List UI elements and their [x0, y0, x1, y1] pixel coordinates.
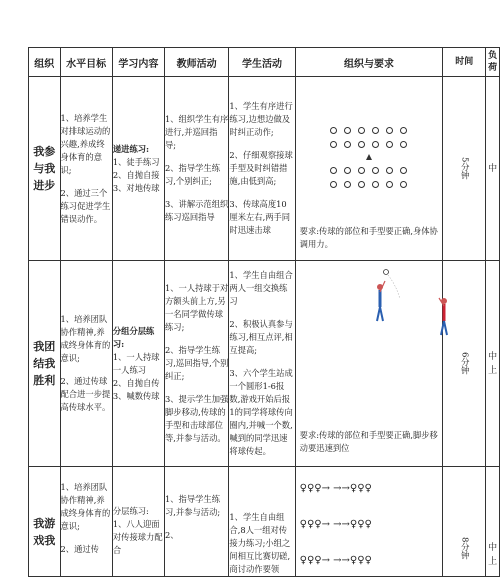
lesson-plan-table: [28, 47, 500, 577]
student-circle-icon: [344, 141, 351, 148]
student-circle-icon: [386, 127, 393, 134]
load-value: 中: [488, 163, 498, 174]
teacher-text: 2、指导学生练习,个别纠正;: [164, 163, 221, 186]
teacher-cell: [164, 467, 228, 577]
org-cell: [29, 77, 61, 261]
goal-cell: [60, 467, 112, 577]
goal-text: 2、通过传: [60, 544, 99, 554]
org-cell: [29, 467, 61, 577]
header-row: [29, 48, 500, 77]
teacher-cell: [164, 77, 228, 261]
content-item: 2、自抛自传: [112, 377, 160, 388]
relay-formation-line: ♀♀♀→ →→♀♀♀: [299, 555, 372, 566]
load-value: 中上: [488, 351, 498, 376]
time-value: 5分钟: [459, 157, 470, 180]
goal-text: 2、通过三个练习促进学生错误动作。: [60, 187, 111, 224]
goal-text: 1、培养学生对排球运动的兴趣,养成终身体育的意识;: [60, 112, 111, 175]
student-circle-icon: [330, 167, 337, 174]
activity-name: 我团结我胜利: [33, 340, 56, 387]
activity-name: 我游戏我: [33, 517, 56, 547]
header-content: 学习内容: [112, 48, 164, 77]
student-circle-icon: [358, 181, 365, 188]
time-value: 6分钟: [459, 352, 470, 375]
two-player-pass-illustration: [296, 265, 454, 345]
goal-cell: [60, 261, 112, 467]
student-text: 1、学生自由组合两人一组交换练习: [229, 270, 293, 306]
teacher-text: 2、指导学生练习,巡回指导,个别纠正;: [164, 345, 229, 381]
load-cell: [486, 261, 500, 467]
goal-text: 2、通过传球配合进一步提高传球水平。: [60, 376, 111, 412]
requirement-text: 要求:传球的部位和手型要正确,身体协调用力。: [299, 226, 438, 249]
header-requirement: 组织与要求: [295, 48, 443, 77]
relay-formation-line: ♀♀♀→ →→♀♀♀: [299, 483, 372, 494]
student-cell: [229, 467, 295, 577]
student-circle-icon: [372, 181, 379, 188]
student-text: 3、传球高度10厘米左右,两手同时迅速击球: [229, 199, 291, 235]
content-item: 1、徒手练习: [112, 156, 160, 167]
content-cell: [112, 77, 164, 261]
header-load: 负荷: [486, 48, 500, 77]
time-cell: [443, 77, 486, 261]
student-circle-icon: [400, 181, 407, 188]
teacher-text: 3、讲解示范组织练习巡回指导: [164, 199, 229, 222]
student-circle-icon: [358, 141, 365, 148]
formation-cell: [295, 467, 443, 577]
student-text: 2、仔细观察接球手型及时纠错措施,由低到高;: [229, 150, 293, 186]
content-item: 3、喊数传球: [112, 390, 160, 401]
teacher-text: 2、: [164, 530, 179, 540]
table-row: [29, 77, 500, 261]
table-row: [29, 467, 500, 577]
student-circle-icon: [372, 141, 379, 148]
player-right-icon: [439, 298, 447, 335]
student-text: 3、六个学生站成一个圆形1-6报数,游戏开始后报1的同学将球传向圈内,并喊一个数,喊到的同学迅速将球传起。: [229, 368, 293, 456]
formation-cell: [295, 77, 443, 261]
content-cell: [112, 467, 164, 577]
time-value: 8分钟: [459, 537, 470, 560]
header-org: 组织: [29, 48, 61, 77]
student-circle-icon: [330, 141, 337, 148]
requirement-text: 要求:传球的部位和手型要正确,脚步移动要迅速到位: [299, 430, 438, 453]
student-cell: [229, 77, 295, 261]
relay-formation-line: ♀♀♀→ →→♀♀♀: [299, 519, 372, 530]
goal-text: 1、培养团队协作精神,养成终身体育的意识;: [60, 482, 111, 531]
teacher-text: 1、组织学生有序进行,并巡回指导;: [164, 114, 229, 150]
load-cell: [486, 77, 500, 261]
student-circle-icon: [386, 181, 393, 188]
circle-formation: [296, 123, 443, 191]
content-title: 分组分层练习:: [112, 325, 155, 349]
teacher-text: 3、提示学生加强脚步移动,传球的手型和击球部位等,并参与活动。: [164, 394, 229, 443]
formation-cell: [295, 261, 443, 467]
content-item: 1、八人迎面对传接球力配合: [112, 519, 163, 555]
student-circle-icon: [330, 181, 337, 188]
player-left-icon: [377, 281, 385, 321]
content-item: 1、一人持球一人练习: [112, 351, 160, 375]
student-circle-icon: [358, 167, 365, 174]
student-text: 2、积极认真参与练习,相互点评,相互提高;: [229, 319, 293, 355]
goal-cell: [60, 77, 112, 261]
ball-icon: [383, 270, 388, 275]
org-cell: [29, 261, 61, 467]
content-item: 分层练习:: [112, 506, 149, 516]
teacher-cell: [164, 261, 228, 467]
load-value: 中上: [488, 543, 498, 567]
student-circle-icon: [358, 127, 365, 134]
student-circle-icon: [386, 141, 393, 148]
student-circle-icon: [344, 181, 351, 188]
table-row: [29, 261, 500, 467]
student-circle-icon: [400, 141, 407, 148]
student-circle-icon: [344, 167, 351, 174]
student-circle-icon: [400, 167, 407, 174]
goal-text: 1、培养团队协作精神,养成终身体育的意识;: [60, 314, 111, 363]
time-cell: [443, 467, 486, 577]
student-cell: [229, 261, 295, 467]
student-circle-icon: [372, 167, 379, 174]
content-title: 递进练习:: [112, 143, 150, 154]
content-cell: [112, 261, 164, 467]
teacher-triangle-icon: [366, 154, 372, 160]
student-circle-icon: [344, 127, 351, 134]
student-circle-icon: [330, 127, 337, 134]
student-text: 1、学生有序进行练习,边想边做及时纠正动作;: [229, 101, 293, 137]
student-text: 1、学生自由组合,8人一组对传接力练习;小组之间相互比赛切磋,商讨动作要领: [229, 512, 291, 574]
student-circle-icon: [400, 127, 407, 134]
header-time: 时间: [443, 48, 486, 77]
student-circle-icon: [386, 167, 393, 174]
teacher-text: 1、一人持球于对方额头前上方,另一名同学做传球练习;: [164, 283, 229, 332]
header-student: 学生活动: [229, 48, 295, 77]
content-item: 2、自抛自接: [112, 169, 160, 180]
header-goal: 水平目标: [60, 48, 112, 77]
teacher-text: 1、指导学生练习,并参与活动;: [164, 494, 221, 517]
header-teacher: 教师活动: [164, 48, 228, 77]
student-circle-icon: [372, 127, 379, 134]
activity-name: 我参与我进步: [33, 145, 56, 192]
content-item: 3、对地传球: [112, 182, 160, 193]
load-cell: [486, 467, 500, 577]
